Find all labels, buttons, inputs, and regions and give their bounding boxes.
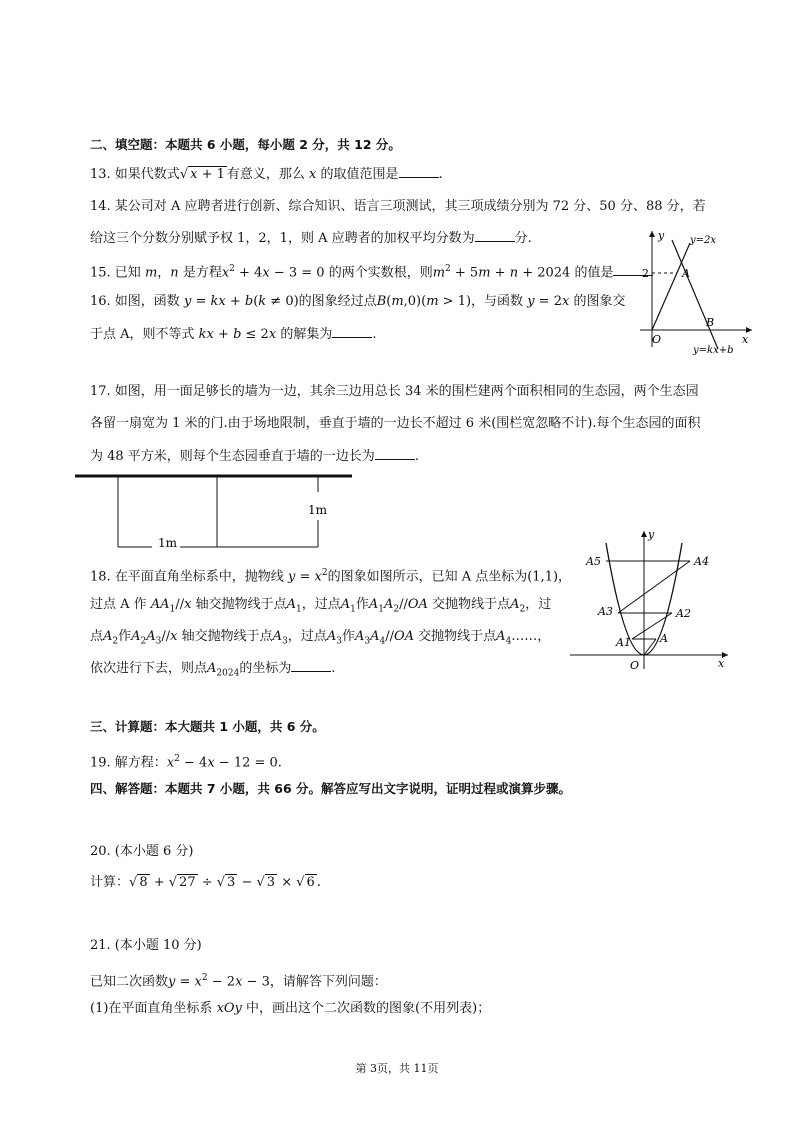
figure-linear-functions (630, 225, 760, 357)
question-21-part1: (1)在平面直角坐标系 xOy 中，画出这个二次函数的图象(不用列表)； (90, 1001, 491, 1016)
question-16-line1: 16. 如图，函数 y = kx + b(k ≠ 0)的图象经过点B(m,0)(m > 1)，与函数 y = 2x 的图象交 (90, 294, 626, 309)
question-17-line3: 为 48 平方米，则每个生态园垂直于墙的一边长为 . (90, 449, 419, 464)
line-y-2x (652, 243, 690, 330)
line-label-y-2x: y=2x (690, 235, 717, 246)
question-21-body: 已知二次函数$y = x^2 - 2x - 3$，请解答下列问题： (90, 973, 387, 990)
origin-label: O (652, 333, 662, 346)
page-footer: 第 3页，共 11页 (355, 1062, 439, 1075)
door-label-bottom: 1m (158, 536, 178, 550)
question-18-line4: 依次进行下去，则点$A_{2024}$的坐标为 . (90, 661, 336, 679)
figure-garden-fence (72, 470, 357, 552)
section-title-calculation: 三、计算题：本大题共 1 小题，共 6 分。 (90, 719, 325, 734)
line-y-kx-b (672, 240, 718, 349)
door-label-right: 1m (308, 503, 328, 517)
answer-blank (291, 659, 331, 672)
axis-label-y: y (648, 528, 655, 541)
line-label-y-kx-b: y=kx+b (693, 345, 734, 356)
math-expr: x + 1 (190, 167, 225, 182)
question-14-line1: 14. 某公司对 A 应聘者进行创新、综合知识、语言三项测试，其三项成绩分别为 72 分、50 分、88 分，若 (90, 199, 706, 214)
axis-label-y: y (658, 229, 665, 242)
section-title-fill-in: 二、填空题：本题共 6 小题，每小题 2 分，共 12 分。 (90, 137, 401, 152)
question-18-line2: 过点 A 作 $AA_1//x$ 轴交抛物线于点$A_1$，过点$A_1$作$A_1A_2//OA$ 交抛物线于点$A_2$，过 (90, 597, 552, 615)
section-title-answer: 四、解答题：本题共 7 小题，共 66 分。解答应写出文字说明，证明过程或演算步骤。 (90, 781, 572, 796)
origin-label: O (630, 659, 640, 672)
question-15: 15. 已知 m，n 是方程$x^2 + 4x - 3 = 0$ 的两个实数根，则$m^2 + 5m + n + 2024$ 的值是 (90, 260, 653, 282)
point-label-a: A (660, 632, 668, 645)
question-17-line2: 各留一扇宽为 1 米的门.由于场地限制，垂直于墙的一边长不超过 6 米(围栏宽忽略不计).每个生态园的面积 (90, 416, 701, 431)
point-label-a: A (682, 267, 690, 280)
answer-blank (375, 447, 415, 460)
answer-blank (399, 165, 439, 178)
answer-blank (332, 325, 372, 338)
question-14-line2: 给这三个分数分别赋予权 1，2，1，则 A 应聘者的加权平均分数为 分. (90, 231, 532, 246)
figure-parabola (566, 525, 736, 675)
question-20-body: 计算：√ 8 + √ 27 ÷ √ 3 − √ 3 × √ 6 . (90, 875, 321, 890)
question-17-line1: 17. 如图，用一面足够长的墙为一边，其余三边用总长 34 米的围栏建两个面积相同的生态园，两个生态园 (90, 384, 699, 399)
point-label-a3: A3 (598, 605, 613, 618)
axis-label-x: x (718, 657, 725, 670)
question-20-header: 20. (本小题 6 分) (90, 844, 194, 859)
point-label-a5: A5 (586, 555, 601, 568)
point-label-b: B (706, 316, 715, 329)
tick-label-2: 2 (642, 267, 649, 280)
question-19: 19. 解方程：$x^2 - 4x - 12 = 0$. (90, 754, 282, 771)
point-label-a1: A1 (616, 636, 631, 649)
point-label-a4: A4 (694, 555, 709, 568)
question-18-line3: 点$A_2$作$A_2A_3//x$ 轴交抛物线于点$A_3$，过点$A_3$作$A_3A_4//OA$ 交抛物线于点$A_4\dots\dots$， (90, 629, 551, 647)
question-16-line2: 于点 A，则不等式 kx + b ≤ 2x 的解集为 . (90, 327, 377, 342)
question-21-header: 21. (本小题 10 分) (90, 938, 202, 953)
answer-blank (475, 229, 515, 242)
question-13: 13. 如果代数式√ x + 1 有意义，那么 x 的取值范围是 . (90, 167, 443, 182)
axis-label-x: x (742, 333, 749, 346)
question-18-line1: 18. 在平面直角坐标系中，抛物线 $y = x^2$的图象如图所示，已知 A 点坐标为(1,1)， (90, 568, 572, 585)
point-label-a2: A2 (676, 607, 691, 620)
